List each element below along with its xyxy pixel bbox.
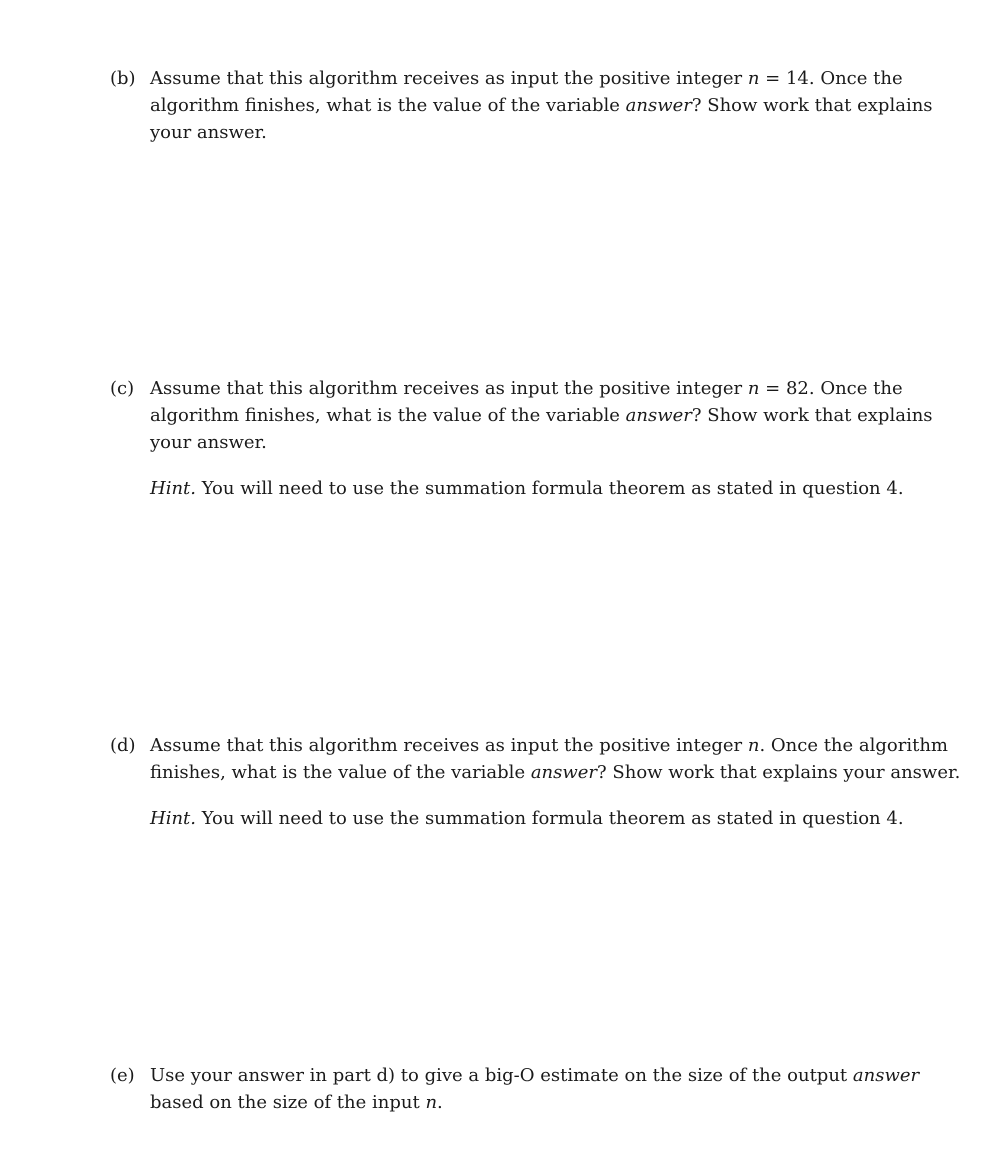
- part-e-label: (e): [110, 1065, 135, 1086]
- text-run: Assume that this algorithm receives as input the positive integer: [150, 378, 748, 399]
- math-var-n: n: [425, 1092, 438, 1113]
- part-c-label: (c): [110, 378, 135, 399]
- part-b-line-1: [150, 65, 1000, 92]
- hint-label: Hint.: [150, 808, 197, 829]
- part-b-line-3: your answer.: [150, 122, 267, 143]
- question-part-b: [110, 65, 1000, 146]
- part-d-text: [150, 732, 1000, 786]
- math-var-n: n: [747, 735, 760, 756]
- text-run: algorithm finishes, what is the value of the variable: [150, 405, 626, 426]
- part-e-line-1: [150, 1062, 1000, 1089]
- part-d-label: (d): [110, 735, 136, 756]
- text-run: Use your answer in part d) to give a big-O estimate on the size of the output: [150, 1065, 853, 1086]
- part-c-line-1: [150, 375, 1000, 402]
- text-run: = 14. Once the: [759, 68, 903, 89]
- hint-text: You will need to use the summation formula theorem as stated in question 4.: [196, 478, 904, 499]
- hint-label: Hint.: [150, 478, 197, 499]
- text-run: ? Show work that explains: [691, 405, 933, 426]
- part-c-line-3: your answer.: [150, 432, 267, 453]
- var-answer: answer: [625, 95, 692, 116]
- part-c-text: [150, 375, 1000, 456]
- question-part-e: [110, 1062, 1000, 1116]
- var-answer: answer: [852, 1065, 920, 1086]
- text-run: based on the size of the input: [150, 1092, 426, 1113]
- text-run: finishes, what is the value of the variable: [150, 762, 531, 783]
- part-d-hint: [150, 805, 1000, 832]
- text-run: Assume that this algorithm receives as input the positive integer: [150, 68, 748, 89]
- question-part-d: [110, 732, 1000, 832]
- part-d-line-1: [150, 732, 1000, 759]
- math-var-n: n: [747, 68, 760, 89]
- text-run: algorithm finishes, what is the value of the variable: [150, 95, 626, 116]
- text-run: Assume that this algorithm receives as input the positive integer: [150, 735, 748, 756]
- part-e-text: [150, 1062, 1000, 1116]
- hint-text: You will need to use the summation formula theorem as stated in question 4.: [196, 808, 904, 829]
- var-answer: answer: [625, 405, 692, 426]
- text-run: . Once the algorithm: [759, 735, 949, 756]
- text-run: .: [437, 1092, 443, 1113]
- question-part-c: [110, 375, 1000, 502]
- text-run: ? Show work that explains your answer.: [597, 762, 961, 783]
- part-c-line-2: [150, 402, 1000, 429]
- part-b-line-2: [150, 92, 1000, 119]
- text-run: = 82. Once the: [759, 378, 903, 399]
- math-var-n: n: [747, 378, 760, 399]
- part-b-label: (b): [110, 68, 136, 89]
- text-run: ? Show work that explains: [691, 95, 933, 116]
- part-b-text: [150, 65, 1000, 146]
- part-d-line-2: [150, 759, 1000, 786]
- var-answer: answer: [530, 762, 598, 783]
- part-c-hint: [150, 475, 1000, 502]
- part-e-line-2: [150, 1089, 1000, 1116]
